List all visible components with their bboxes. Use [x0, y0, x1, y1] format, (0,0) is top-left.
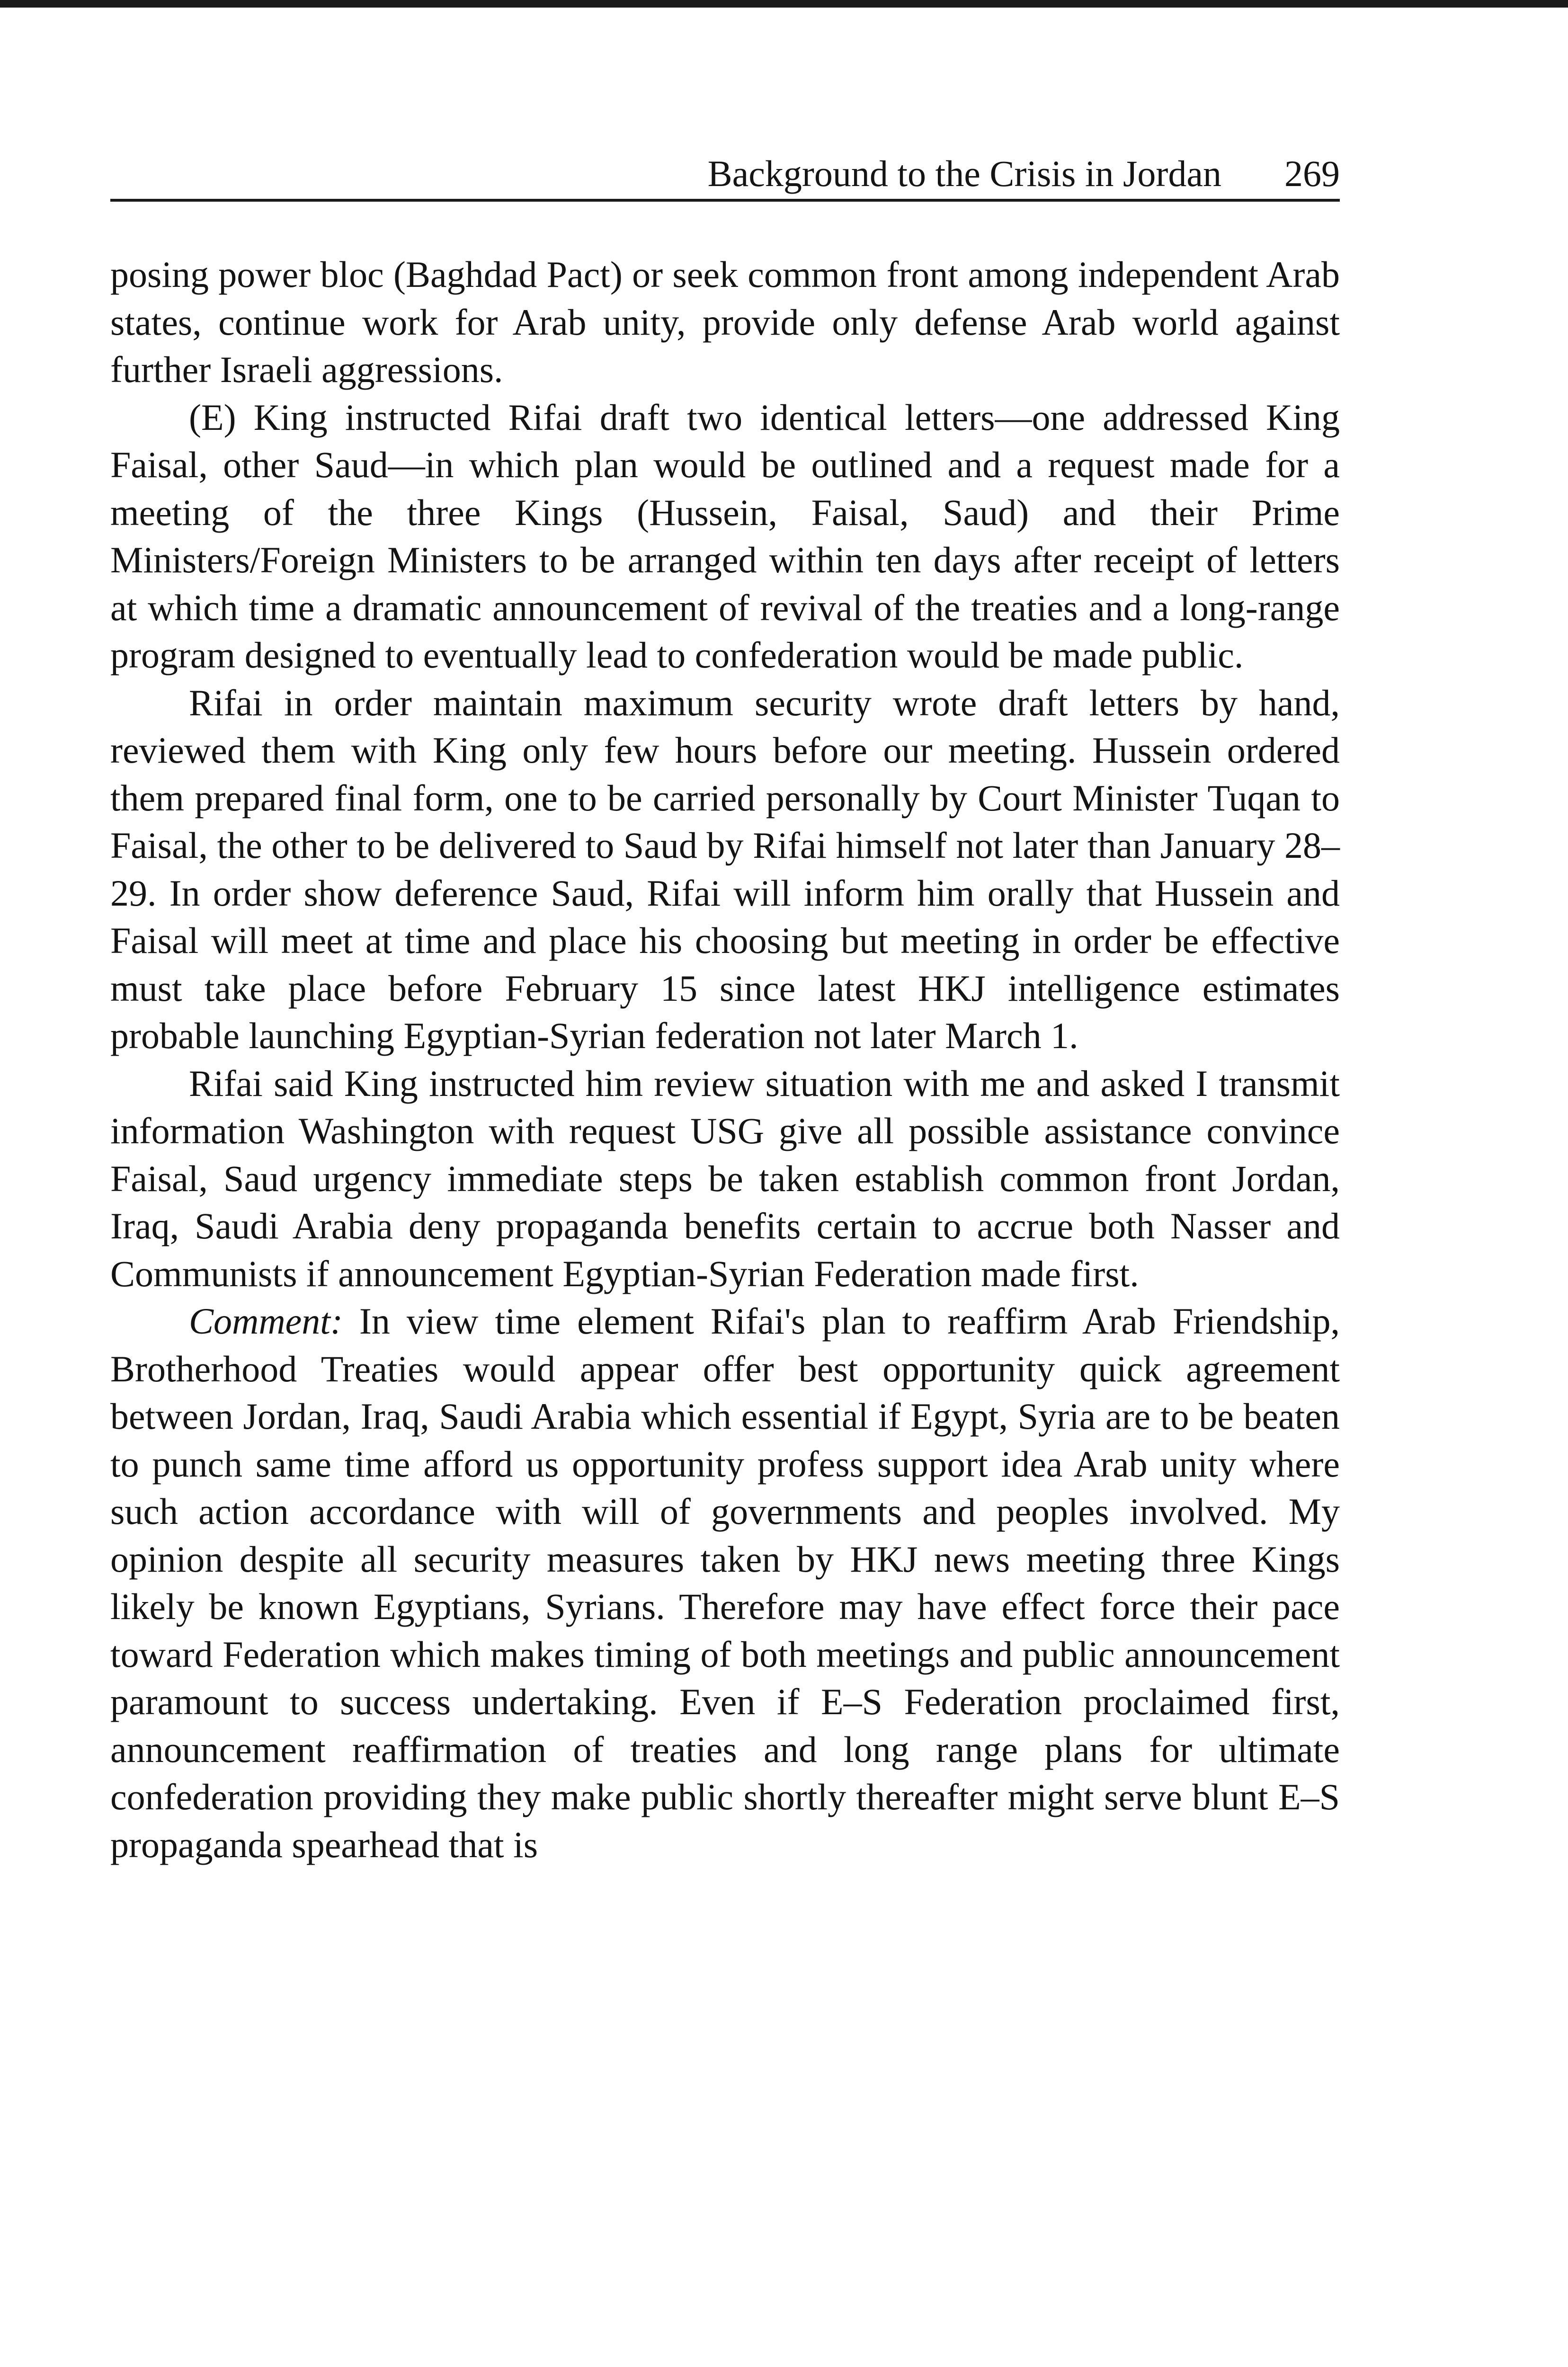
paragraph-text: Rifai in order maintain maximum security wrote draft letters by hand, reviewed them with King only few hours before our meeting. Hussein ordered them prepared final form, one to be carried personally by Court Minister Tuqan to Faisal, the other to be delivered to Saud by Rifai himself not later than January 28–29. In order show deference Saud, Rifai will inform him orally that Hussein and Faisal will meet at time and place his choosing but meeting in order be effective must take place before February 15 since latest HKJ intelligence estimates probable launching Egyptian-Syrian federation not later March 1.: [110, 682, 1340, 1056]
paragraph-text: Rifai said King instructed him review situation with me and asked I transmit information Washington with request USG give all possible assistance convince Faisal, Saud urgency immediate steps be taken establish common front Jordan, Iraq, Saudi Arabia deny propaganda benefits certain to accrue both Nasser and Communists if announcement Egyptian-Syrian Federation made first.: [110, 1062, 1340, 1294]
paragraph-draft-letters: [110, 679, 1340, 1060]
page-number: 269: [1284, 153, 1340, 194]
running-head-title: Background to the Crisis in Jordan: [707, 153, 1221, 194]
paragraph-text: In view time element Rifai's plan to reaffirm Arab Friendship, Brotherhood Treaties would appear offer best opportunity quick agreement between Jordan, Iraq, Saudi Arabia which essential if Egypt, Syria are to be beaten to punch same time afford us opportunity profess support idea Arab unity where such action accordance with will of governments and peoples involved. My opinion despite all security measures taken by HKJ news meeting three Kings likely be known Egyptians, Syrians. Therefore may have effect force their pace toward Federation which makes timing of both meetings and public announcement paramount to success undertaking. Even if E–S Federation proclaimed first, announcement reaffirmation of treaties and long range plans for ultimate confederation providing they make public shortly thereafter might serve blunt E–S propaganda spearhead that is: [110, 1300, 1340, 1865]
paragraph-text: (E) King instructed Rifai draft two identical letters—one addressed King Faisal, other Saud—in which plan would be outlined and a request made for a meeting of the three Kings (Hussein, Faisal, Saud) and their Prime Ministers/Foreign Ministers to be arranged within ten days after receipt of letters at which time a dramatic announcement of revival of the treaties and a long-range program designed to eventually lead to confederation would be made public.: [110, 396, 1340, 676]
page-top-border: [0, 0, 1568, 8]
running-head: [110, 151, 1340, 202]
comment-lead-label: Comment:: [189, 1300, 343, 1342]
paragraph-item-e: [110, 394, 1340, 679]
paragraph-continued: [110, 251, 1340, 394]
paragraph-text: posing power bloc (Baghdad Pact) or seek common front among independent Arab states, continue work for Arab unity, provide only defense Arab world against further Israeli aggressions.: [110, 254, 1340, 390]
paragraph-comment: [110, 1298, 1340, 1869]
body-text: [110, 251, 1340, 1869]
paragraph-request-usg: [110, 1060, 1340, 1298]
